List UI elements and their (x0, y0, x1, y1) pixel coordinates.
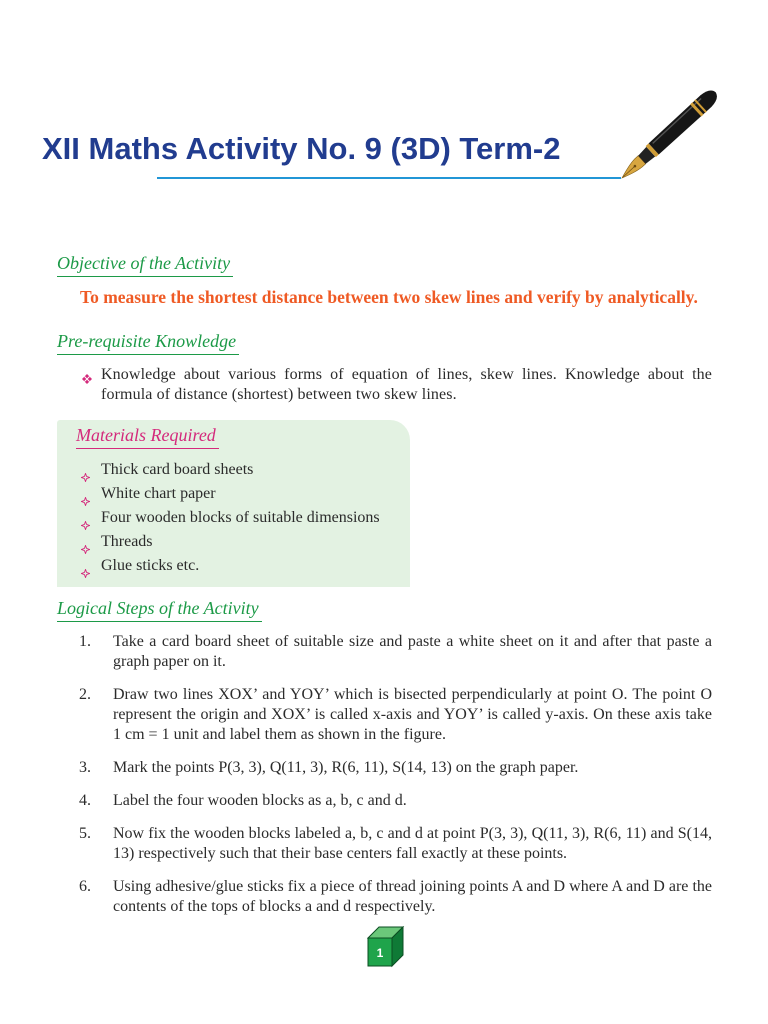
material-item: Glue sticks etc. (101, 556, 200, 574)
green-cube-icon (367, 926, 405, 968)
prerequisite-heading: Pre-requisite Knowledge (57, 331, 239, 355)
title-underline (157, 177, 621, 179)
step-number: 6. (79, 878, 91, 895)
list-item (81, 506, 380, 530)
steps-heading: Logical Steps of the Activity (57, 598, 262, 622)
outline-star-bullet-icon (81, 530, 101, 548)
materials-list (81, 458, 380, 578)
list-item (81, 530, 380, 554)
fountain-pen-icon (610, 86, 722, 186)
step-number: 2. (79, 686, 91, 703)
list-item (79, 758, 712, 778)
step-text: Draw two lines XOX’ and YOY’ which is bisected perpendicularly at point O. The point O represent the origin and XOX’ is called x-axis and YOY’ is called y-axis. On these axis take 1 cm = 1 unit and label them as shown in the figure. (113, 686, 712, 743)
step-text: Label the four wooden blocks as a, b, c and d. (113, 792, 407, 809)
page-title: XII Maths Activity No. 9 (3D) Term-2 (42, 131, 561, 166)
outline-star-bullet-icon (81, 506, 101, 524)
material-item: White chart paper (101, 484, 216, 502)
outline-star-bullet-icon (81, 458, 101, 476)
list-item (81, 458, 380, 482)
step-text: Now fix the wooden blocks labeled a, b, c and d at point P(3, 3), Q(11, 3), R(6, 11) and S(14, 13) respectively such that their base centers fall exactly at these points. (113, 825, 712, 862)
filled-diamond-bullet-icon (82, 365, 101, 381)
step-number: 4. (79, 792, 91, 809)
steps-list (79, 632, 712, 930)
list-item (79, 824, 712, 864)
list-item (82, 365, 712, 405)
step-number: 3. (79, 759, 91, 776)
prerequisite-text: Knowledge about various forms of equation of lines, skew lines. Knowledge about the formula of distance (shortest) between two skew lines. (101, 366, 712, 403)
materials-heading: Materials Required (76, 425, 219, 449)
list-item (81, 554, 380, 578)
outline-star-bullet-icon (81, 482, 101, 500)
step-text: Take a card board sheet of suitable size and paste a white sheet on it and after that paste a graph paper on it. (113, 633, 712, 670)
list-item (79, 877, 712, 917)
list-item (81, 482, 380, 506)
list-item (79, 685, 712, 745)
material-item: Four wooden blocks of suitable dimensions (101, 508, 380, 526)
objective-heading: Objective of the Activity (57, 253, 233, 277)
objective-text: To measure the shortest distance between two skew lines and verify by analytically. (80, 287, 698, 307)
step-text: Mark the points P(3, 3), Q(11, 3), R(6, 11), S(14, 13) on the graph paper. (113, 759, 579, 776)
material-item: Thick card board sheets (101, 460, 254, 478)
step-number: 5. (79, 825, 91, 842)
step-number: 1. (79, 633, 91, 650)
list-item (79, 632, 712, 672)
list-item (79, 791, 712, 811)
material-item: Threads (101, 532, 153, 550)
materials-box (57, 420, 410, 587)
step-text: Using adhesive/glue sticks fix a piece of thread joining points A and D where A and D are the contents of the tops of blocks a and d respectively. (113, 878, 712, 915)
outline-star-bullet-icon (81, 554, 101, 572)
prerequisite-list (82, 365, 712, 405)
page-number: 1 (376, 946, 384, 960)
